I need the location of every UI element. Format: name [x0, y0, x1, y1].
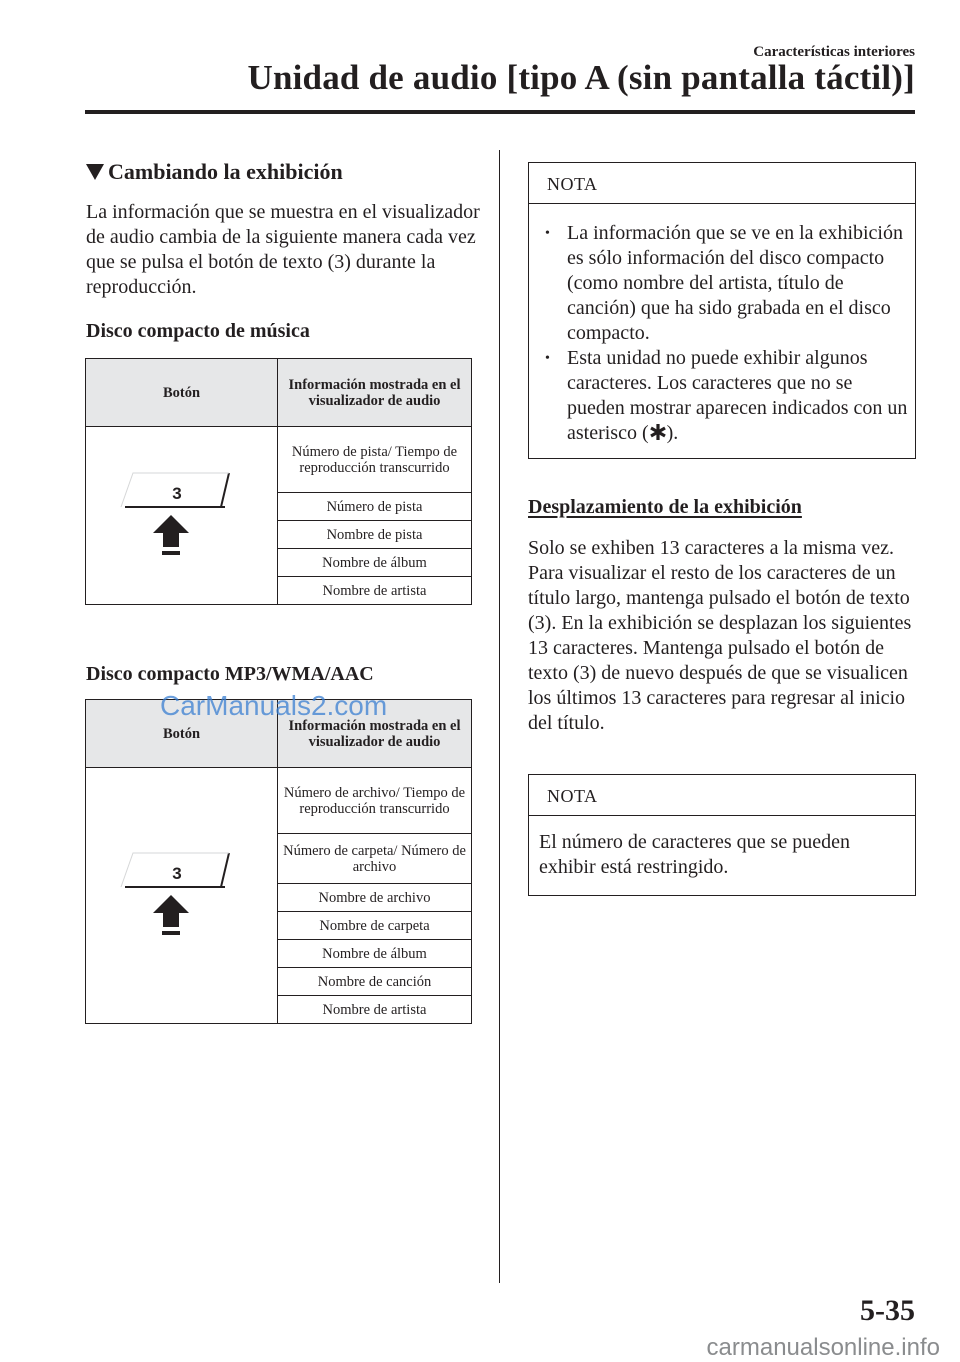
bullet-icon: •	[545, 226, 550, 241]
header-section: Características interiores	[753, 44, 915, 60]
text-button-3-icon	[117, 851, 247, 941]
mp3-row: Número de archivo/ Tiempo de reproducción transcurrido	[278, 768, 472, 834]
note-text: El número de caracteres que se pueden exhibir está restringido.	[539, 831, 850, 878]
section-title	[86, 159, 343, 185]
note-label: NOTA	[529, 775, 915, 816]
cd-heading: Disco compacto de música	[86, 320, 310, 342]
header-rule	[85, 110, 915, 114]
cd-row: Número de pista/ Tiempo de reproducción transcurrido	[278, 427, 472, 493]
mp3-table	[85, 699, 472, 1024]
mp3-row: Nombre de archivo	[278, 884, 472, 912]
section-title-text: Cambiando la exhibición	[108, 159, 343, 184]
triangle-icon	[86, 164, 104, 180]
cd-col-button: Botón	[86, 359, 278, 427]
page-title: Unidad de audio [tipo A (sin pantalla táctil)]	[247, 58, 915, 97]
mp3-button-cell	[86, 768, 278, 1024]
mp3-row: Nombre de artista	[278, 996, 472, 1024]
mp3-row: Nombre de carpeta	[278, 912, 472, 940]
note-box-1	[528, 162, 916, 459]
page-number: 5-35	[860, 1294, 915, 1327]
intro-paragraph: La información que se muestra en el visualizador de audio cambia de la siguiente manera cada vez que se pulsa el botón de texto (3) durante la reproducción.	[86, 201, 480, 298]
note-item	[529, 346, 915, 446]
note-label: NOTA	[529, 163, 915, 204]
mp3-col-button: Botón	[86, 700, 278, 768]
cd-row: Nombre de pista	[278, 521, 472, 549]
cd-col-info: Información mostrada en el visualizador de audio	[278, 359, 472, 427]
text-button-3-icon	[117, 471, 247, 561]
note-list	[529, 221, 915, 446]
scroll-paragraph: Solo se exhiben 13 caracteres a la misma vez. Para visualizar el resto de los caracteres de un título largo, mantenga pulsado el botón de texto (3). En la exhibición se desplazan los siguientes 13 caracteres. Mantenga pulsado el botón de texto (3) de nuevo después de que se visualicen los últimos 13 caracteres para regresar al inicio del título.	[528, 537, 912, 734]
note-box-2	[528, 774, 916, 896]
bullet-icon: •	[545, 351, 550, 366]
mp3-row: Número de carpeta/ Número de archivo	[278, 834, 472, 884]
scroll-heading: Desplazamiento de la exhibición	[528, 496, 802, 518]
button-3-label: 3	[171, 483, 182, 503]
watermark-bottom: carmanualsonline.info	[706, 1334, 940, 1361]
cd-row: Nombre de artista	[278, 577, 472, 605]
mp3-row: Nombre de canción	[278, 968, 472, 996]
cd-row: Número de pista	[278, 493, 472, 521]
note-item	[529, 221, 915, 346]
cd-button-cell	[86, 427, 278, 605]
asterisk-icon	[649, 423, 667, 441]
note-item-end: ).	[666, 422, 679, 444]
mp3-col-info: Información mostrada en el visualizador de audio	[278, 700, 472, 768]
mp3-row: Nombre de álbum	[278, 940, 472, 968]
cd-row: Nombre de álbum	[278, 549, 472, 577]
note-item-text: La información que se ve en la exhibición es sólo información del disco compacto (como nombre del artista, título de canción) que ha sido grabada en el disco compacto.	[567, 222, 903, 344]
note-item-text: Esta unidad no puede exhibir algunos caracteres. Los caracteres que no se pueden mostrar aparecen indicados con un asterisco (	[567, 347, 908, 444]
column-divider	[499, 150, 500, 1283]
cd-table	[85, 358, 472, 605]
button-3-label: 3	[171, 863, 182, 883]
mp3-heading: Disco compacto MP3/WMA/AAC	[86, 663, 374, 685]
watermark-top: CarManuals2.com	[160, 690, 388, 721]
